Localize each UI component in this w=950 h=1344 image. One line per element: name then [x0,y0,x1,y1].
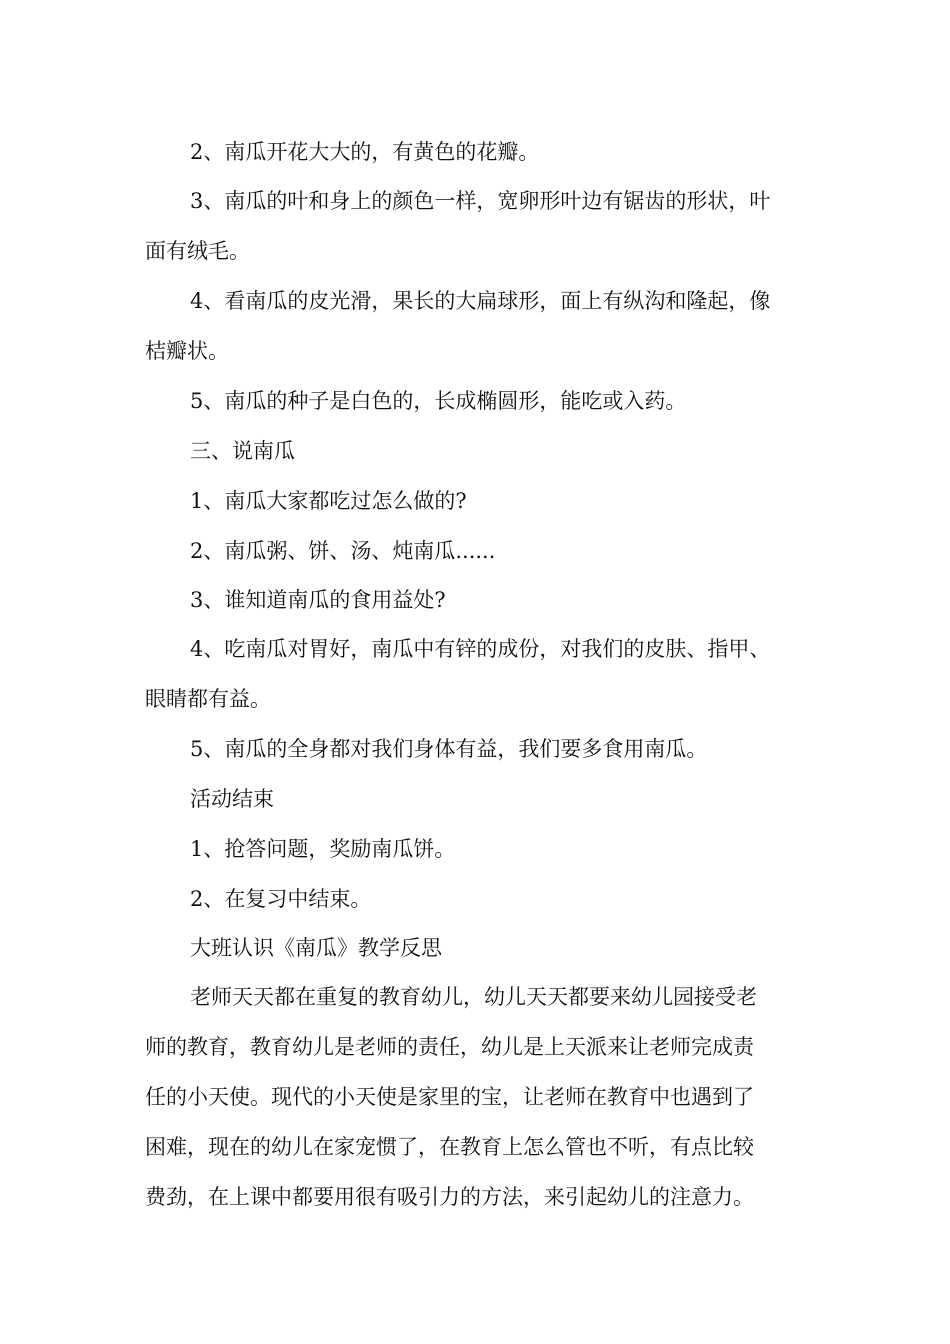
text-line: 3、谁知道南瓜的食用益处? [190,588,446,612]
text-line: 4、吃南瓜对胃好，南瓜中有锌的成份，对我们的皮肤、指甲、 [190,637,771,661]
text-line: 1、抢答问题，奖励南瓜饼。 [190,837,456,861]
text-line: 面有绒毛。 [145,239,250,263]
text-line: 4、看南瓜的皮光滑，果长的大扁球形，面上有纵沟和隆起，像 [190,289,771,313]
text-line: 老师天天都在重复的教育幼儿，幼儿天天都要来幼儿园接受老 [190,985,757,1009]
text-line: 1、南瓜大家都吃过怎么做的? [190,489,467,513]
text-line: 任的小天使。现代的小天使是家里的宝，让老师在教育中也遇到了 [145,1085,754,1109]
section-heading: 活动结束 [190,787,274,811]
text-line: 2、南瓜粥、饼、汤、炖南瓜...... [190,539,496,563]
section-heading: 大班认识《南瓜》教学反思 [190,936,442,960]
text-line: 2、南瓜开花大大的，有黄色的花瓣。 [190,140,540,164]
text-line: 师的教育，教育幼儿是老师的责任，幼儿是上天派来让老师完成责 [145,1035,754,1059]
text-line: 5、南瓜的全身都对我们身体有益，我们要多食用南瓜。 [190,737,708,761]
text-line: 桔瓣状。 [145,339,229,363]
text-line: 眼睛都有益。 [145,687,271,711]
text-line: 困难，现在的幼儿在家宠惯了，在教育上怎么管也不听，有点比较 [145,1135,754,1159]
text-line: 3、南瓜的叶和身上的颜色一样，宽卵形叶边有锯齿的形状，叶 [190,189,771,213]
text-line: 费劲，在上课中都要用很有吸引力的方法，来引起幼儿的注意力。 [145,1185,754,1209]
section-heading: 三、说南瓜 [190,439,295,463]
text-line: 2、在复习中结束。 [190,887,372,911]
text-line: 5、南瓜的种子是白色的，长成椭圆形，能吃或入药。 [190,389,687,413]
